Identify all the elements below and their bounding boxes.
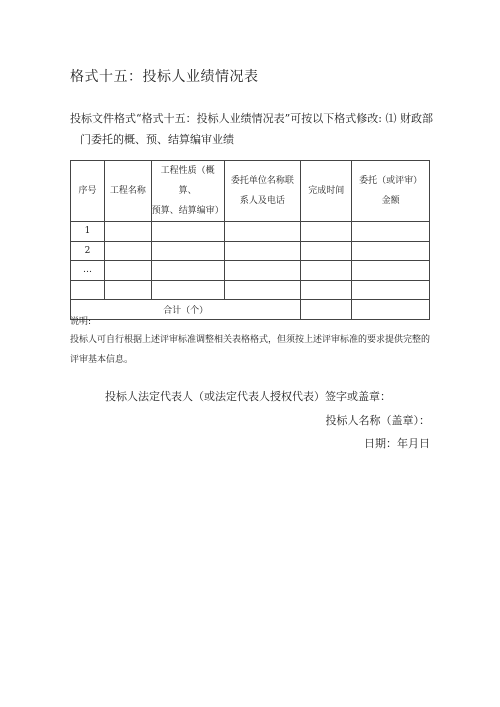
header-cell-amount: 委托（或评审） 金额 [352,161,430,222]
intro-line-2: 门委托的概、预、结算编审业绩 [80,133,234,146]
header-cell-project-name: 工程名称 [104,161,151,222]
table-row [71,222,430,242]
header-cell-project-type: 工程性质（概算、 预算、结算编审） [151,161,224,222]
date-line: 日期：年月日 [364,437,430,450]
table-cell [151,280,224,300]
page-title: 格式十五：投标人业绩情况表 [70,69,259,85]
table-cell [104,222,151,242]
notes-text: 投标人可自行根据上述评审标准调整相关表格格式，但须按上述评审标准的要求提供完整的评审基本信息。 [70,335,431,365]
table-cell [151,261,224,281]
row-index-cell [71,280,105,300]
table-cell [301,280,352,300]
table-row [71,241,430,261]
table-cell [104,261,151,281]
table-cell [224,222,301,242]
performance-table [70,160,430,320]
table-row [71,280,430,300]
table-cell [224,261,301,281]
table-cell [104,241,151,261]
table-cell [301,300,352,320]
table-cell [301,241,352,261]
total-label-cell: 合计（个） [71,300,301,320]
table-cell [151,222,224,242]
table-cell [352,261,430,281]
table-row [71,261,430,281]
bidder-name-line: 投标人名称（盖章）： [325,414,430,427]
intro-paragraph [70,108,440,150]
table-header-row [71,161,430,222]
row-index-cell: … [71,261,105,281]
table-cell [352,300,430,320]
table-cell [151,241,224,261]
table-cell [301,222,352,242]
table-total-row [71,300,430,320]
table-cell [104,280,151,300]
table-cell [352,241,430,261]
intro-line-1: 投标文件格式“格式十五：投标人业绩情况表”可按以下格式修改: ⑴ 财政部 [70,112,433,125]
table-cell [352,222,430,242]
table-cell [224,241,301,261]
row-index-cell: 1 [71,222,105,242]
table-cell [301,261,352,281]
notes-title: 说明: [70,317,92,327]
header-cell-index: 序号 [71,161,105,222]
legal-representative-signature-line: 投标人法定代表人（或法定代表人授权代表）签字或盖章： [105,390,391,403]
table-cell [352,280,430,300]
table-cell [224,280,301,300]
header-cell-completion-time: 完成时间 [301,161,352,222]
header-cell-client: 委托单位名称联 系人及电话 [224,161,301,222]
row-index-cell: 2 [71,241,105,261]
